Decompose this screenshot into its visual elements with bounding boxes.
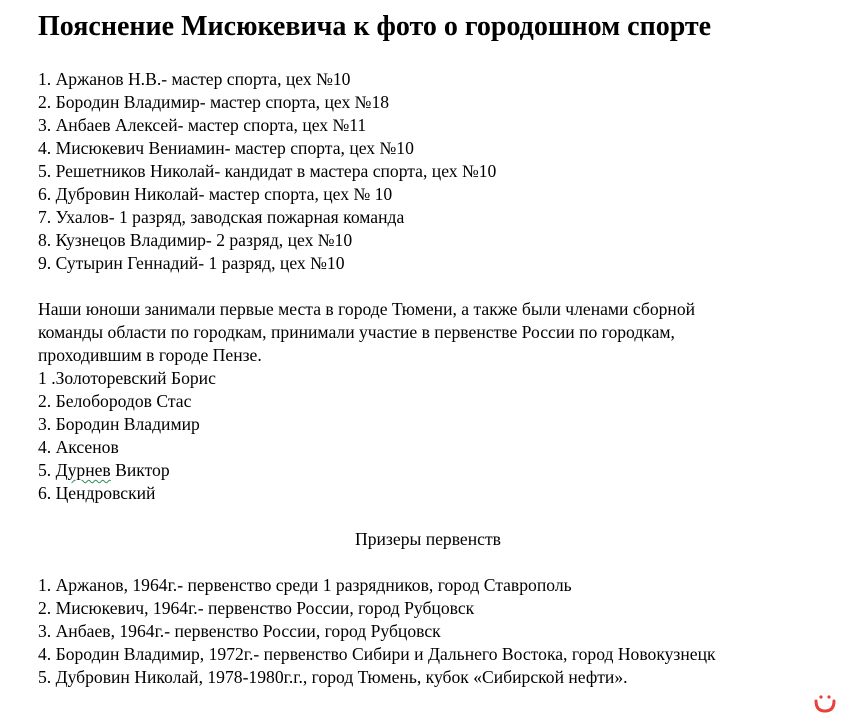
- team-list-item: 3. Анбаев Алексей- мастер спорта, цех №11: [38, 115, 367, 135]
- document-title: Пояснение Мисюкевича к фото о городошном спорте: [38, 11, 712, 42]
- youth-list-item-suffix: Виктор: [110, 460, 170, 480]
- youth-list-item: 1 .Золоторевский Борис: [38, 368, 216, 388]
- team-list-item: 2. Бородин Владимир- мастер спорта, цех №18: [38, 92, 390, 112]
- youth-list-item: 6. Цендровский: [38, 483, 156, 503]
- youth-list-item: 3. Бородин Владимир: [38, 414, 200, 434]
- winners-list-item: 5. Дубровин Николай, 1978-1980г.г., город Тюмень, кубок «Сибирской нефти».: [38, 667, 628, 687]
- winners-list-item: 2. Мисюкевич, 1964г.- первенство России, город Рубцовск: [38, 598, 475, 618]
- team-list-item: 4. Мисюкевич Вениамин- мастер спорта, цех №10: [38, 138, 414, 158]
- youth-paragraph-line: проходившим в городе Пензе.: [38, 345, 262, 365]
- youth-list-item: 2. Белобородов Стас: [38, 391, 192, 411]
- winners-list-item: 1. Аржанов, 1964г.- первенство среди 1 разрядников, город Ставрополь: [38, 575, 572, 595]
- youth-list-item: [38, 459, 170, 481]
- team-list-item: 5. Решетников Николай- кандидат в мастера спорта, цех №10: [38, 161, 497, 181]
- smile-icon[interactable]: [812, 689, 838, 715]
- youth-paragraph-line: команды области по городкам, принимали участие в первенстве России по городкам,: [38, 322, 675, 342]
- team-list-item: 1. Аржанов Н.В.- мастер спорта, цех №10: [38, 69, 351, 89]
- team-list-item: 8. Кузнецов Владимир- 2 разряд, цех №10: [38, 230, 353, 250]
- winners-list-item: 4. Бородин Владимир, 1972г.- первенство Сибири и Дальнего Востока, город Новокузнецк: [38, 644, 716, 664]
- youth-list-item: 4. Аксенов: [38, 437, 119, 457]
- youth-list-item-prefix: 5.: [38, 460, 56, 480]
- smile-icon-graphic: [812, 689, 838, 715]
- winners-heading: Призеры первенств: [355, 529, 501, 549]
- spellcheck-underlined-word: Дурнев: [55, 460, 111, 480]
- youth-paragraph-line: Наши юноши занимали первые места в городе Тюмени, а также были членами сборной: [38, 299, 696, 319]
- winners-list-item: 3. Анбаев, 1964г.- первенство России, город Рубцовск: [38, 621, 441, 641]
- team-list-item: 9. Сутырин Геннадий- 1 разряд, цех №10: [38, 253, 345, 273]
- team-list-item: 7. Ухалов- 1 разряд, заводская пожарная команда: [38, 207, 405, 227]
- team-list-item: 6. Дубровин Николай- мастер спорта, цех № 10: [38, 184, 393, 204]
